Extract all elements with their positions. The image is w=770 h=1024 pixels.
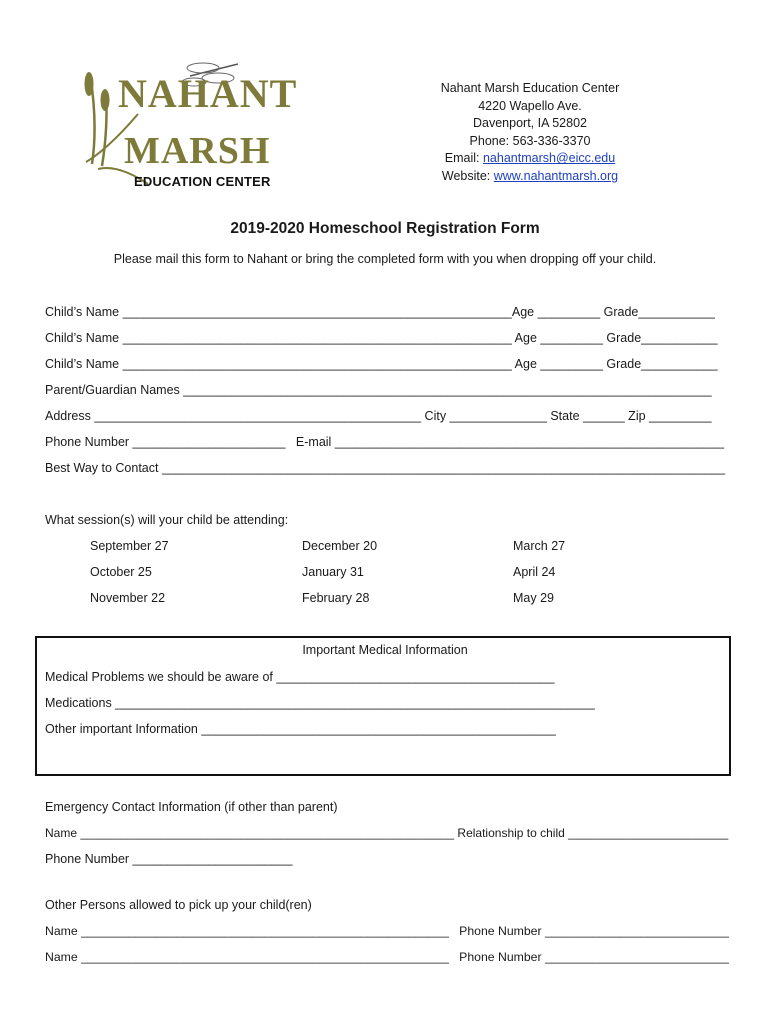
nahant-marsh-logo <box>78 54 298 190</box>
emergency-heading: Emergency Contact Information (if other than parent) <box>45 800 338 814</box>
email-label: Email: <box>444 151 483 166</box>
pickup-row-2[interactable]: Name ______________________________________________________ Phone Number ___________________________ <box>45 950 729 964</box>
street-address: 4220 Wapello Ave. <box>478 98 582 113</box>
medications-field[interactable]: Medications _____________________________________________________________________ <box>45 696 595 710</box>
parent-names-field[interactable]: Parent/Guardian Names ____________________________________________________________________________ <box>45 383 712 397</box>
medical-problems-field[interactable]: Medical Problems we should be aware of ________________________________________ <box>45 670 555 684</box>
address-field[interactable]: Address _______________________________________________ City ______________ State ______ Zip _________ <box>45 409 712 423</box>
session-option[interactable]: October 25 <box>90 565 152 579</box>
form-instructions: Please mail this form to Nahant or bring the completed form with you when dropping off your child. <box>113 252 657 266</box>
medical-info-heading: Important Medical Information <box>302 643 468 657</box>
pickup-heading: Other Persons allowed to pick up your child(ren) <box>45 898 312 912</box>
session-option[interactable]: December 20 <box>302 539 378 553</box>
child-name-field-3[interactable]: Child’s Name ________________________________________________________ Age _________ Grade___________ <box>45 357 718 371</box>
logo-word-marsh: MARSH <box>124 130 271 172</box>
logo-word-nahant: NAHANT <box>118 71 298 116</box>
sessions-question: What session(s) will your child be attending: <box>45 513 289 527</box>
best-contact-field[interactable]: Best Way to Contact _________________________________________________________________________________ <box>45 461 726 475</box>
session-option[interactable]: April 24 <box>513 565 556 579</box>
pickup-row-1[interactable]: Name ______________________________________________________ Phone Number ___________________________ <box>45 924 729 938</box>
emergency-name-field[interactable]: Name ________________________________________________________ Relationship to child ________________________ <box>45 826 729 840</box>
session-option[interactable]: May 29 <box>513 591 554 605</box>
form-title: 2019-2020 Homeschool Registration Form <box>230 220 540 237</box>
phone-email-field[interactable]: Phone Number ______________________ E-mail ________________________________________________________ <box>45 435 725 449</box>
other-info-field[interactable]: Other important Information ___________________________________________________ <box>45 722 556 736</box>
email-line <box>430 150 630 168</box>
phone-line: Phone: 563-336-3370 <box>469 133 591 148</box>
contact-address-block <box>430 80 630 186</box>
logo-subtitle: EDUCATION CENTER <box>134 174 271 189</box>
website-link[interactable]: www.nahantmarsh.org <box>493 168 619 183</box>
child-name-field-2[interactable]: Child’s Name ________________________________________________________ Age _________ Grade___________ <box>45 331 718 345</box>
session-option[interactable]: March 27 <box>513 539 566 553</box>
session-option[interactable]: February 28 <box>302 591 370 605</box>
session-option[interactable]: November 22 <box>90 591 166 605</box>
org-name: Nahant Marsh Education Center <box>440 81 620 95</box>
emergency-phone-field[interactable]: Phone Number _______________________ <box>45 852 293 866</box>
child-name-field-1[interactable]: Child’s Name ________________________________________________________Age _________ Grade___________ <box>45 305 715 319</box>
website-line <box>430 168 630 186</box>
session-option[interactable]: January 31 <box>302 565 364 579</box>
website-label: Website: <box>441 168 494 183</box>
session-option[interactable]: September 27 <box>90 539 169 553</box>
city-state-zip: Davenport, IA 52802 <box>473 116 587 131</box>
email-link[interactable]: nahantmarsh@eicc.edu <box>482 151 616 166</box>
